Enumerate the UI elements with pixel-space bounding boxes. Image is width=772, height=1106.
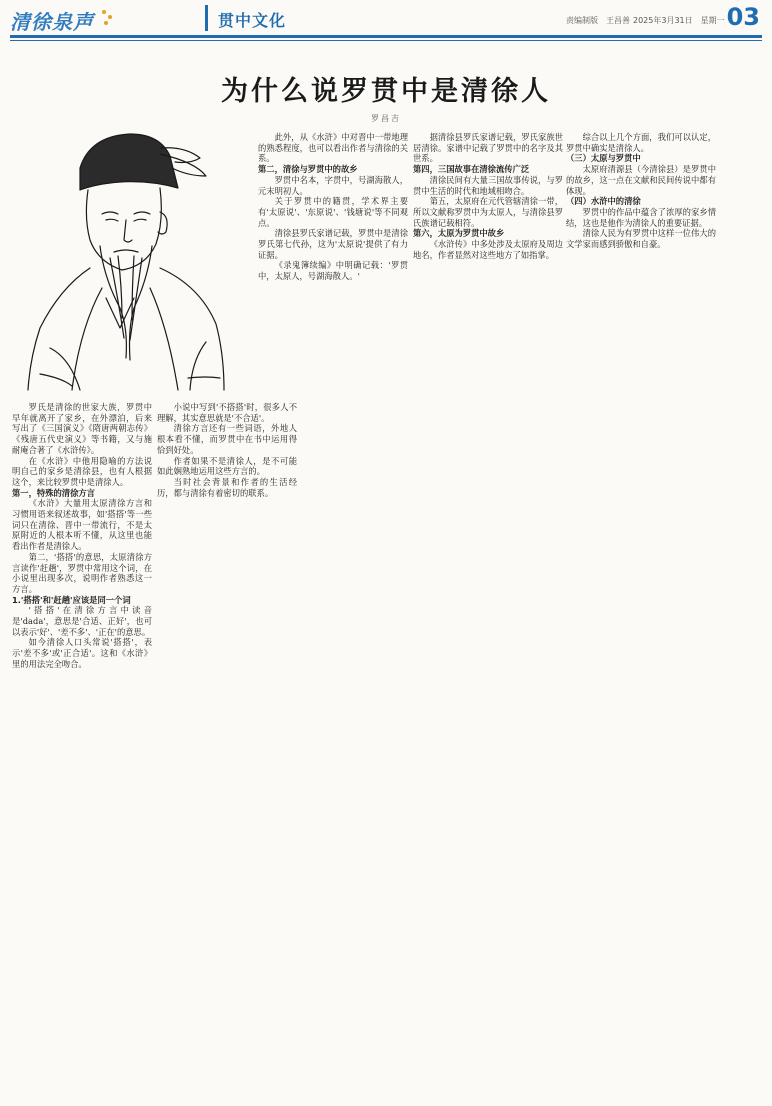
issue-date: 2025年3月31日 星期一 [633, 16, 725, 25]
c4-p2: 清徐民间有大量三国故事传说，与罗贯中生活的时代和地域相吻合。 [413, 174, 563, 196]
luo-guanzhong-portrait [10, 128, 243, 393]
c4-subhead-1: 第四，三国故事在清徐流传广泛 [413, 164, 530, 175]
text-column-4 [413, 132, 563, 1092]
c3-p1: 此外，从《水浒》中对晋中一带地理的熟悉程度，也可以看出作者与清徐的关系。 [258, 132, 408, 164]
c1-p1: 罗氏是清徐的世家大族，罗贯中早年就离开了家乡，在外漂泊，后来写出了《三国演义》《隋唐两朝志传》《残唐五代史演义》等书籍，又与施耐庵合著了《水浒传》。 [12, 402, 152, 455]
c2-p1: 小说中写到'不搭搭'时，很多人不理解，其实意思就是'不合适'。 [157, 402, 297, 423]
editor-credit: 责编制版 王昌善 [566, 16, 630, 25]
article-headline: 为什么说罗贯中是清徐人 [221, 76, 551, 107]
c1-p2: 在《水浒》中他用隐喻的方法说明自己的家乡是清徐县，也有人根据这个，来比较罗贯中是清徐人。 [12, 455, 152, 487]
text-column-1 [12, 402, 152, 1092]
c2-p4: 当时社会背景和作者的生活经历，都与清徐有着密切的联系。 [157, 476, 297, 498]
c1-p4: 第二，'搭搭'的意思，太原清徐方言读作'赶趟'，罗贯中常用这个词，在小说里出现多次，说明作者熟悉这一方言。 [12, 551, 152, 594]
c1-subhead-1: 第一，特殊的清徐方言 [12, 487, 95, 498]
c5-p4: 清徐人民为有罗贯中这样一位伟大的文学家而感到骄傲和自豪。 [566, 228, 716, 250]
c5-p3: 罗贯中的作品中蕴含了浓厚的家乡情结，这也是他作为清徐人的重要证据。 [566, 206, 716, 228]
c4-p4: 《水浒传》中多处涉及太原府及周边地名，作者显然对这些地方了如指掌。 [413, 239, 563, 260]
c3-p4: 清徐县罗氏家谱记载，罗贯中是清徐罗氏第七代孙，这为'太原说'提供了有力证据。 [258, 228, 408, 260]
c3-p5: 《录鬼簿续编》中明确记载：'罗贯中，太原人，号湖海散人。' [258, 260, 408, 282]
header-rule [10, 35, 762, 38]
c4-subhead-2: 第六，太原为罗贯中故乡 [413, 228, 505, 239]
logo-dots-icon [102, 10, 116, 28]
article-byline: 罗昌吉 [371, 114, 401, 123]
c2-p3: 作者如果不是清徐人，是不可能如此娴熟地运用这些方言的。 [157, 455, 297, 477]
c1-p6: 如今清徐人口头常说'搭搭'，表示'差不多'或'正合适'。这和《水浒》里的用法完全吻合。 [12, 637, 152, 669]
c3-p2: 罗贯中名本，字贯中，号湖海散人，元末明初人。 [258, 174, 408, 196]
c1-p3: 《水浒》大量用太原清徐方言和习惯用语来叙述故事，如'搭搭'等一些词只在清徐、晋中一带流行，不是太原附近的人根本听不懂，从这里也能看出作者是清徐人。 [12, 498, 152, 552]
header-rule-thin [10, 40, 762, 41]
c5-p2: 太原府清源县（今清徐县）是罗贯中的故乡，这一点在文献和民间传说中都有体现。 [566, 164, 716, 196]
column-name: 贯中文化 [218, 11, 287, 30]
c4-p3: 第五，太原府在元代管辖清徐一带，所以文献称罗贯中为太原人，与清徐县罗氏族谱记载相符。 [413, 196, 563, 228]
c5-subhead-2: （四）水浒中的清徐 [566, 196, 641, 207]
c2-p2: 清徐方言还有一些词语，外地人根本看不懂，而罗贯中在书中运用得恰到好处。 [157, 423, 297, 455]
paper-name: 清徐泉声 [10, 10, 94, 34]
c1-subhead-2: 1.'搭搭'和'赶趟'应该是同一个词 [12, 594, 131, 605]
c1-p5: '搭搭'在清徐方言中读音是'dada'，意思是'合适、正好'，也可以表示'好'、'差不多'、'正在'的意思。 [12, 605, 152, 637]
page-number: 03 [726, 3, 760, 31]
text-column-3 [258, 132, 408, 1092]
c3-subhead-1: 第二，清徐与罗贯中的故乡 [258, 164, 358, 175]
text-column-5 [566, 132, 716, 1092]
c3-p3: 关于罗贯中的籍贯，学术界主要有'太原说'、'东原说'、'钱塘说'等不同观点。 [258, 196, 408, 228]
masthead-logo [10, 6, 120, 32]
c4-p1: 据清徐县罗氏家谱记载，罗氏家族世居清徐。家谱中记载了罗贯中的名字及其世系。 [413, 132, 563, 164]
c5-p1: 综合以上几个方面，我们可以认定，罗贯中确实是清徐人。 [566, 132, 716, 153]
c5-subhead-1: （三）太原与罗贯中 [566, 153, 641, 164]
